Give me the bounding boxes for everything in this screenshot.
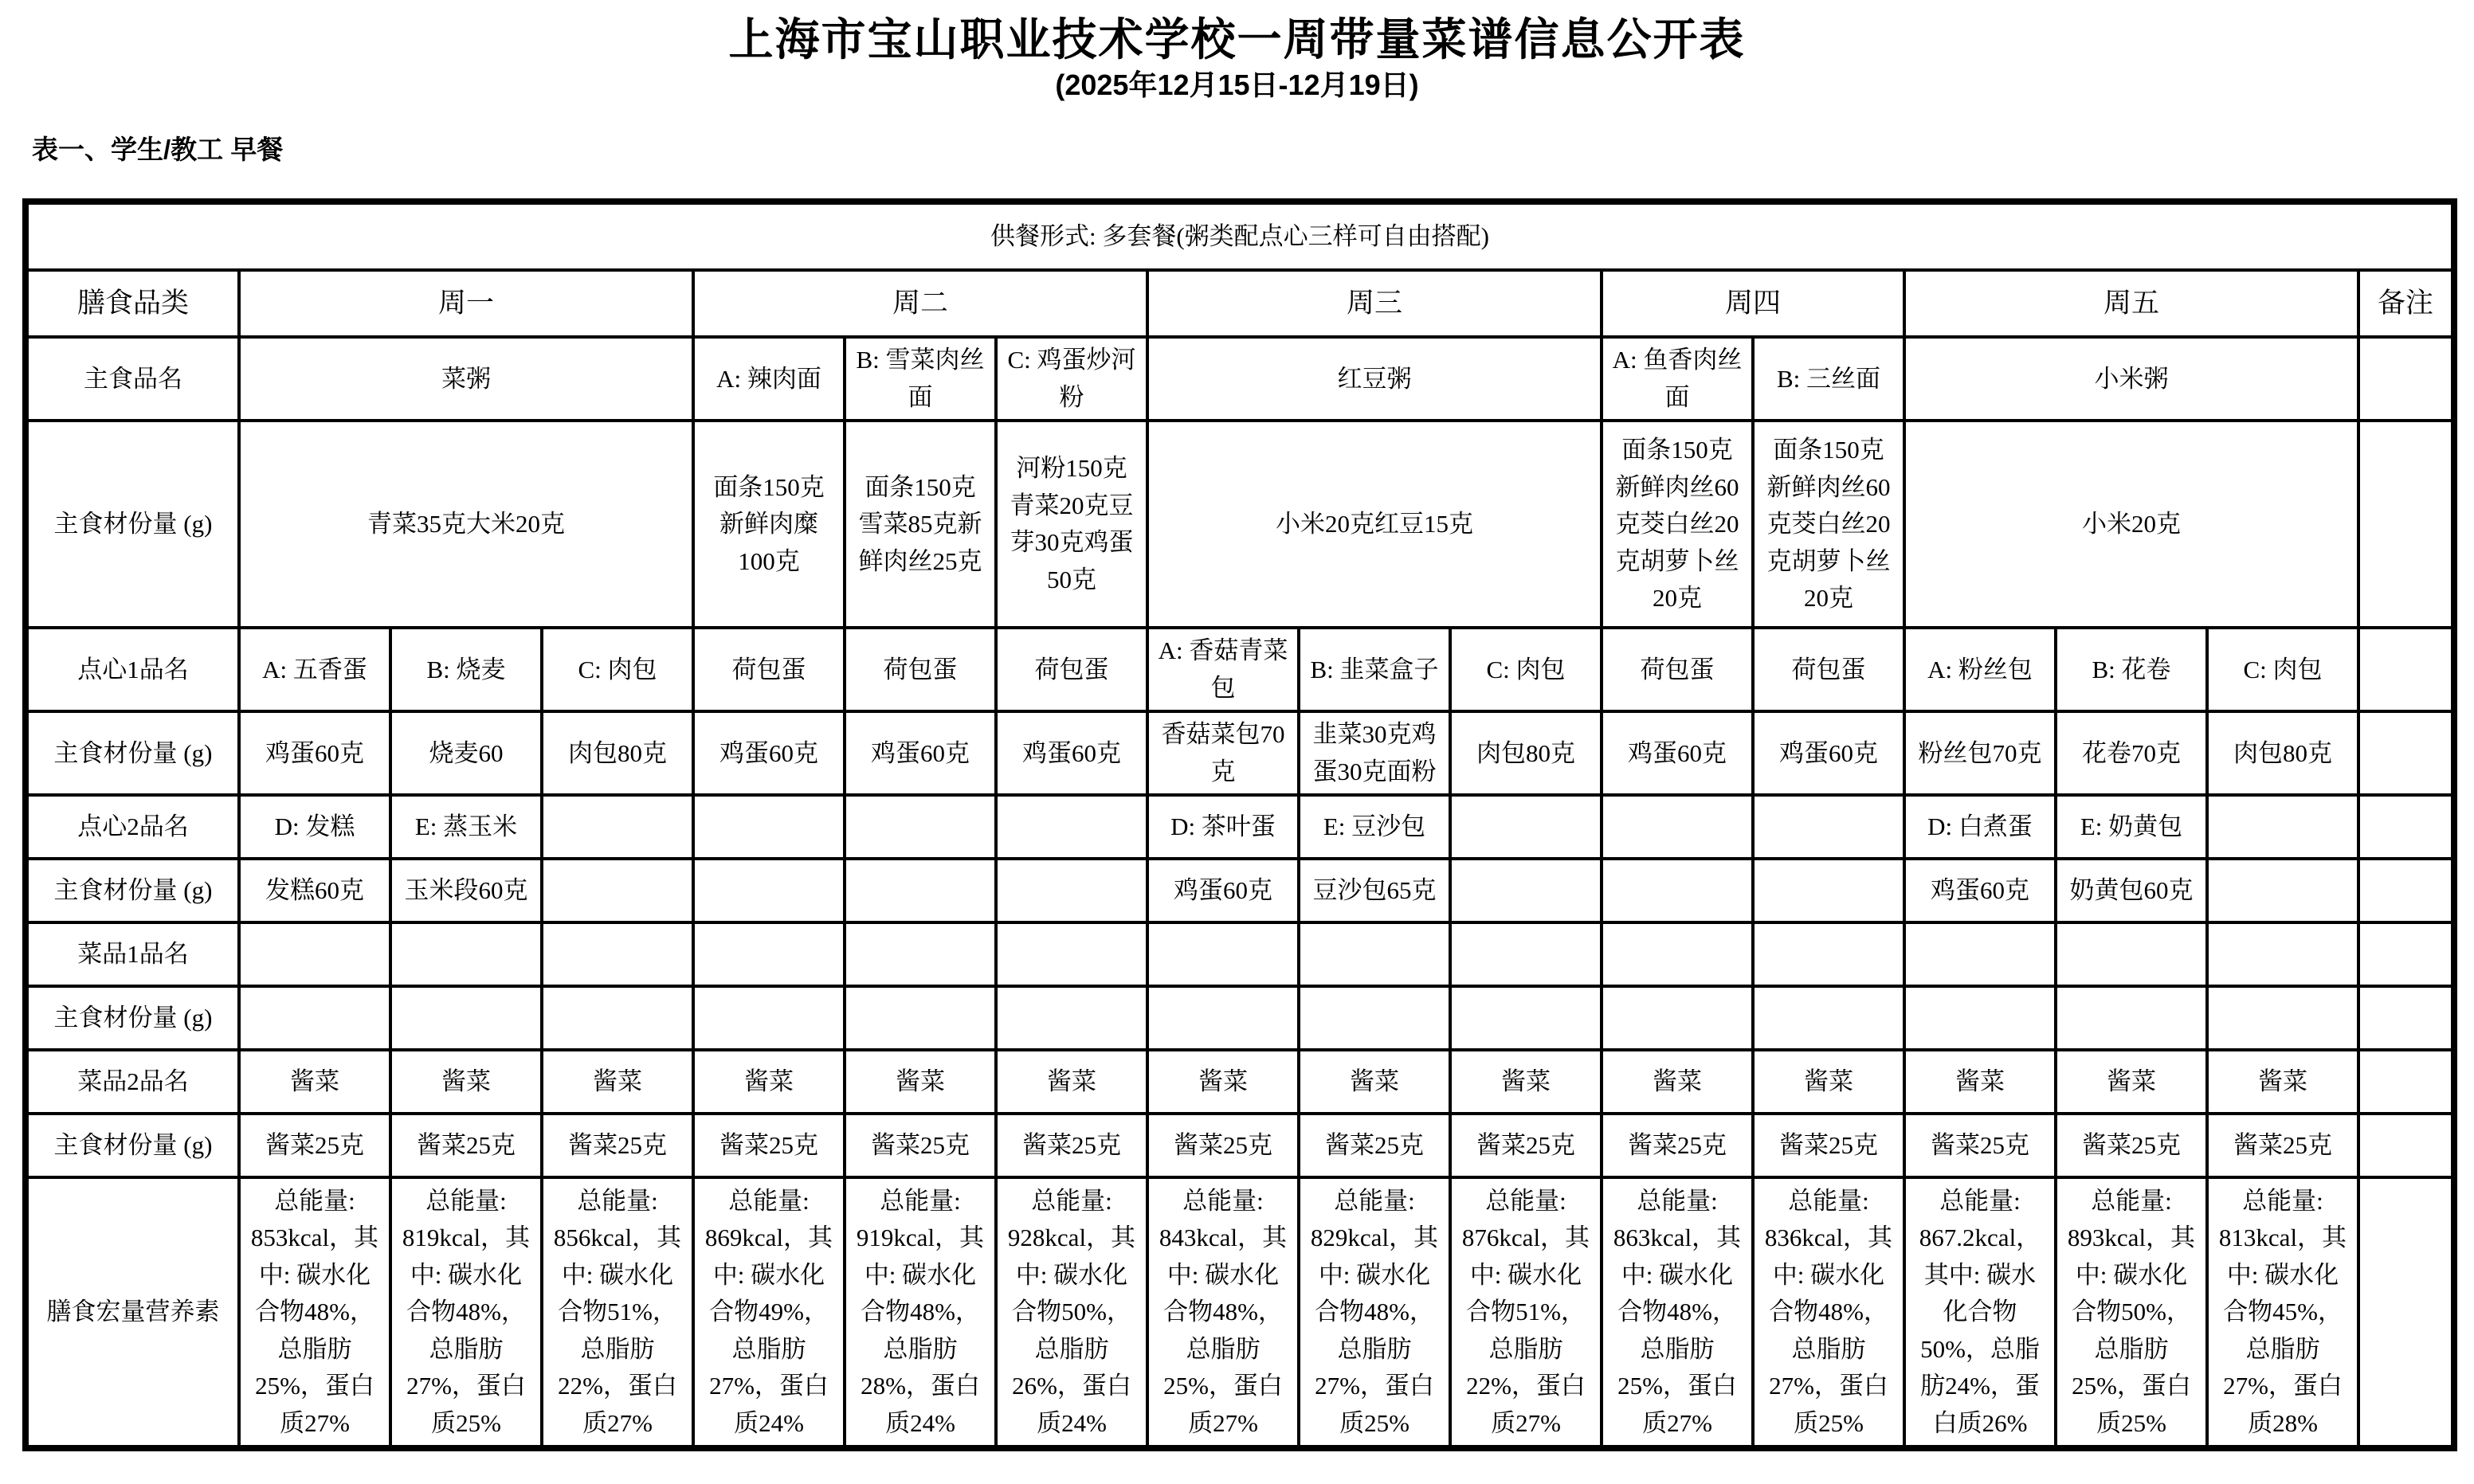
dish1-name-cell	[2207, 922, 2358, 986]
weekly-menu-table	[22, 198, 2457, 1451]
staple-amount-fri: 小米20克	[1904, 421, 2358, 628]
snack1-amount-cell: 肉包80克	[2207, 711, 2358, 795]
day-header-mon: 周一	[239, 270, 693, 337]
snack2-name-cell	[845, 795, 996, 859]
table-caption: 表一、学生/教工 早餐	[32, 135, 284, 165]
row-dish2-name	[25, 1050, 2454, 1114]
row-label-dish1-amount: 主食材份量 (g)	[25, 986, 239, 1050]
dish2-amount-cell: 酱菜25克	[239, 1114, 390, 1177]
staple-name-thu-a: A: 鱼香肉丝面	[1602, 337, 1753, 421]
nutrition-cell: 总能量: 819kcal，其中: 碳水化合物48%，总脂肪27%，蛋白质25%	[390, 1177, 542, 1448]
snack2-name-cell	[1753, 795, 1904, 859]
row-label-staple-name: 主食品名	[25, 337, 239, 421]
nutrition-cell: 总能量: 836kcal，其中: 碳水化合物48%，总脂肪27%，蛋白质25%	[1753, 1177, 1904, 1448]
day-header-thu: 周四	[1602, 270, 1904, 337]
row-label-snack1-amount: 主食材份量 (g)	[25, 711, 239, 795]
dish1-name-cell	[1602, 922, 1753, 986]
remark-empty-cell	[2358, 421, 2454, 628]
row-label-dish1: 菜品1品名	[25, 922, 239, 986]
snack1-amount-cell: 鸡蛋60克	[996, 711, 1147, 795]
staple-name-thu-b: B: 三丝面	[1753, 337, 1904, 421]
nutrition-cell: 总能量: 867.2kcal，其中: 碳水化合物50%，总脂肪24%，蛋白质26%	[1904, 1177, 2056, 1448]
snack2-name-cell: D: 茶叶蛋	[1147, 795, 1299, 859]
row-label-snack2: 点心2品名	[25, 795, 239, 859]
nutrition-cell: 总能量: 829kcal，其中: 碳水化合物48%，总脂肪27%，蛋白质25%	[1299, 1177, 1450, 1448]
dish1-name-cell	[1904, 922, 2056, 986]
row-dish1-amount	[25, 986, 2454, 1050]
page-subtitle: (2025年12月15日-12月19日)	[1055, 69, 1419, 102]
snack2-amount-cell: 发糕60克	[239, 859, 390, 922]
remark-empty-cell	[2358, 711, 2454, 795]
snack2-amount-cell: 玉米段60克	[390, 859, 542, 922]
dish2-amount-cell: 酱菜25克	[2207, 1114, 2358, 1177]
remark-empty-cell	[2358, 922, 2454, 986]
row-snack2-name	[25, 795, 2454, 859]
snack1-amount-cell: 肉包80克	[1450, 711, 1602, 795]
dish2-name-cell: 酱菜	[693, 1050, 845, 1114]
snack2-amount-cell: 鸡蛋60克	[1904, 859, 2056, 922]
snack2-name-cell: D: 白煮蛋	[1904, 795, 2056, 859]
snack1-name-cell: C: 肉包	[1450, 628, 1602, 711]
snack2-name-cell	[693, 795, 845, 859]
dish2-name-cell: 酱菜	[1450, 1050, 1602, 1114]
snack1-amount-cell: 鸡蛋60克	[845, 711, 996, 795]
snack1-name-cell: C: 肉包	[2207, 628, 2358, 711]
corner-header-cell: 膳食品类	[25, 270, 239, 337]
snack2-amount-cell	[1602, 859, 1753, 922]
snack1-name-cell: 荷包蛋	[693, 628, 845, 711]
dish2-name-cell: 酱菜	[996, 1050, 1147, 1114]
row-staple-amount	[25, 421, 2454, 628]
dish1-name-cell	[2056, 922, 2207, 986]
row-dish2-amount	[25, 1114, 2454, 1177]
snack1-name-cell: A: 粉丝包	[1904, 628, 2056, 711]
dish1-name-cell	[693, 922, 845, 986]
nutrition-cell: 总能量: 928kcal，其中: 碳水化合物50%，总脂肪26%，蛋白质24%	[996, 1177, 1147, 1448]
snack1-amount-cell: 香菇菜包70克	[1147, 711, 1299, 795]
snack1-name-cell: 荷包蛋	[1753, 628, 1904, 711]
dish2-amount-cell: 酱菜25克	[1753, 1114, 1904, 1177]
dish1-name-cell	[1450, 922, 1602, 986]
snack1-name-cell: 荷包蛋	[845, 628, 996, 711]
dish1-amount-cell	[1147, 986, 1299, 1050]
snack2-name-cell	[542, 795, 693, 859]
snack2-amount-cell: 鸡蛋60克	[1147, 859, 1299, 922]
staple-amount-tue-a: 面条150克新鲜肉糜100克	[693, 421, 845, 628]
remark-header-cell: 备注	[2358, 270, 2454, 337]
snack2-amount-cell	[996, 859, 1147, 922]
snack2-amount-cell	[2207, 859, 2358, 922]
nutrition-cell: 总能量: 863kcal，其中: 碳水化合物48%，总脂肪25%，蛋白质27%	[1602, 1177, 1753, 1448]
dish2-amount-cell: 酱菜25克	[1602, 1114, 1753, 1177]
snack2-amount-cell	[1450, 859, 1602, 922]
dish1-amount-cell	[2207, 986, 2358, 1050]
snack1-amount-cell: 鸡蛋60克	[239, 711, 390, 795]
snack1-amount-cell: 鸡蛋60克	[693, 711, 845, 795]
dish2-name-cell: 酱菜	[2207, 1050, 2358, 1114]
dish1-name-cell	[1299, 922, 1450, 986]
dish1-name-cell	[390, 922, 542, 986]
row-staple-name	[25, 337, 2454, 421]
row-label-snack2-amount: 主食材份量 (g)	[25, 859, 239, 922]
dish2-amount-cell: 酱菜25克	[1904, 1114, 2056, 1177]
remark-empty-cell	[2358, 1177, 2454, 1448]
snack2-amount-cell: 豆沙包65克	[1299, 859, 1450, 922]
dish2-amount-cell: 酱菜25克	[1147, 1114, 1299, 1177]
nutrition-cell: 总能量: 876kcal，其中: 碳水化合物51%，总脂肪22%，蛋白质27%	[1450, 1177, 1602, 1448]
snack1-amount-cell: 烧麦60	[390, 711, 542, 795]
nutrition-cell: 总能量: 893kcal，其中: 碳水化合物50%，总脂肪25%，蛋白质25%	[2056, 1177, 2207, 1448]
snack1-amount-cell: 粉丝包70克	[1904, 711, 2056, 795]
row-nutrition	[25, 1177, 2454, 1448]
snack2-amount-cell	[693, 859, 845, 922]
dish1-amount-cell	[542, 986, 693, 1050]
snack1-name-cell: C: 肉包	[542, 628, 693, 711]
row-dish1-name	[25, 922, 2454, 986]
dish1-amount-cell	[693, 986, 845, 1050]
snack2-name-cell: E: 奶黄包	[2056, 795, 2207, 859]
dish2-name-cell: 酱菜	[845, 1050, 996, 1114]
row-day-headers	[25, 270, 2454, 337]
remark-empty-cell	[2358, 795, 2454, 859]
remark-empty-cell	[2358, 1114, 2454, 1177]
nutrition-cell: 总能量: 919kcal，其中: 碳水化合物48%，总脂肪28%，蛋白质24%	[845, 1177, 996, 1448]
snack2-name-cell	[996, 795, 1147, 859]
day-header-tue: 周二	[693, 270, 1147, 337]
dish1-name-cell	[1753, 922, 1904, 986]
snack2-name-cell: D: 发糕	[239, 795, 390, 859]
dish1-name-cell	[1147, 922, 1299, 986]
snack1-name-cell: A: 五香蛋	[239, 628, 390, 711]
staple-amount-thu-b: 面条150克新鲜肉丝60克茭白丝20克胡萝卜丝20克	[1753, 421, 1904, 628]
snack1-name-cell: B: 烧麦	[390, 628, 542, 711]
dish1-name-cell	[845, 922, 996, 986]
snack1-amount-cell: 鸡蛋60克	[1753, 711, 1904, 795]
snack2-name-cell: E: 豆沙包	[1299, 795, 1450, 859]
dish1-amount-cell	[1602, 986, 1753, 1050]
day-header-wed: 周三	[1147, 270, 1602, 337]
dish1-amount-cell	[390, 986, 542, 1050]
row-label-dish2: 菜品2品名	[25, 1050, 239, 1114]
remark-empty-cell	[2358, 1050, 2454, 1114]
dish1-amount-cell	[239, 986, 390, 1050]
snack1-name-cell: 荷包蛋	[1602, 628, 1753, 711]
snack2-name-cell: E: 蒸玉米	[390, 795, 542, 859]
row-label-snack1: 点心1品名	[25, 628, 239, 711]
staple-name-fri: 小米粥	[1904, 337, 2358, 421]
staple-name-mon: 菜粥	[239, 337, 693, 421]
dish1-amount-cell	[1299, 986, 1450, 1050]
dish1-name-cell	[542, 922, 693, 986]
page-title: 上海市宝山职业技术学校一周带量菜谱信息公开表	[728, 14, 1746, 65]
dish2-name-cell: 酱菜	[390, 1050, 542, 1114]
dish2-amount-cell: 酱菜25克	[390, 1114, 542, 1177]
page	[0, 13, 2474, 1484]
snack1-amount-cell: 肉包80克	[542, 711, 693, 795]
snack2-amount-cell: 奶黄包60克	[2056, 859, 2207, 922]
dish2-amount-cell: 酱菜25克	[693, 1114, 845, 1177]
staple-amount-tue-b: 面条150克雪菜85克新鲜肉丝25克	[845, 421, 996, 628]
dish2-amount-cell: 酱菜25克	[996, 1114, 1147, 1177]
snack1-amount-cell: 韭菜30克鸡蛋30克面粉	[1299, 711, 1450, 795]
dish1-amount-cell	[845, 986, 996, 1050]
snack1-name-cell: B: 韭菜盒子	[1299, 628, 1450, 711]
serving-note-cell: 供餐形式: 多套餐(粥类配点心三样可自由搭配)	[25, 202, 2454, 270]
row-label-nutrition: 膳食宏量营养素	[25, 1177, 239, 1448]
row-label-staple-amount: 主食材份量 (g)	[25, 421, 239, 628]
dish1-amount-cell	[2056, 986, 2207, 1050]
staple-name-tue-c: C: 鸡蛋炒河粉	[996, 337, 1147, 421]
staple-amount-thu-a: 面条150克新鲜肉丝60克茭白丝20克胡萝卜丝20克	[1602, 421, 1753, 628]
dish1-amount-cell	[996, 986, 1147, 1050]
dish1-amount-cell	[1450, 986, 1602, 1050]
staple-name-tue-b: B: 雪菜肉丝面	[845, 337, 996, 421]
snack1-amount-cell: 花卷70克	[2056, 711, 2207, 795]
snack2-name-cell	[1602, 795, 1753, 859]
remark-empty-cell	[2358, 986, 2454, 1050]
snack2-amount-cell	[1753, 859, 1904, 922]
snack2-amount-cell	[542, 859, 693, 922]
snack1-name-cell: 荷包蛋	[996, 628, 1147, 711]
dish1-name-cell	[239, 922, 390, 986]
staple-amount-wed: 小米20克红豆15克	[1147, 421, 1602, 628]
dish1-name-cell	[996, 922, 1147, 986]
staple-name-wed: 红豆粥	[1147, 337, 1602, 421]
nutrition-cell: 总能量: 869kcal，其中: 碳水化合物49%，总脂肪27%，蛋白质24%	[693, 1177, 845, 1448]
dish2-amount-cell: 酱菜25克	[1450, 1114, 1602, 1177]
row-serving-note	[25, 202, 2454, 270]
snack2-name-cell	[2207, 795, 2358, 859]
snack2-name-cell	[1450, 795, 1602, 859]
staple-name-tue-a: A: 辣肉面	[693, 337, 845, 421]
row-snack1-name	[25, 628, 2454, 711]
dish2-amount-cell: 酱菜25克	[845, 1114, 996, 1177]
dish2-name-cell: 酱菜	[1602, 1050, 1753, 1114]
nutrition-cell: 总能量: 813kcal，其中: 碳水化合物45%，总脂肪27%，蛋白质28%	[2207, 1177, 2358, 1448]
dish2-name-cell: 酱菜	[542, 1050, 693, 1114]
staple-amount-tue-c: 河粉150克青菜20克豆芽30克鸡蛋50克	[996, 421, 1147, 628]
snack2-amount-cell	[845, 859, 996, 922]
snack1-name-cell: A: 香菇青菜包	[1147, 628, 1299, 711]
row-snack1-amount	[25, 711, 2454, 795]
staple-amount-mon: 青菜35克大米20克	[239, 421, 693, 628]
dish1-amount-cell	[1753, 986, 1904, 1050]
remark-empty-cell	[2358, 337, 2454, 421]
row-label-dish2-amount: 主食材份量 (g)	[25, 1114, 239, 1177]
dish2-amount-cell: 酱菜25克	[1299, 1114, 1450, 1177]
remark-empty-cell	[2358, 859, 2454, 922]
dish2-amount-cell: 酱菜25克	[542, 1114, 693, 1177]
nutrition-cell: 总能量: 853kcal，其中: 碳水化合物48%，总脂肪25%，蛋白质27%	[239, 1177, 390, 1448]
dish2-name-cell: 酱菜	[2056, 1050, 2207, 1114]
dish2-name-cell: 酱菜	[1147, 1050, 1299, 1114]
dish1-amount-cell	[1904, 986, 2056, 1050]
dish2-name-cell: 酱菜	[1753, 1050, 1904, 1114]
day-header-fri: 周五	[1904, 270, 2358, 337]
snack1-amount-cell: 鸡蛋60克	[1602, 711, 1753, 795]
nutrition-cell: 总能量: 856kcal，其中: 碳水化合物51%，总脂肪22%，蛋白质27%	[542, 1177, 693, 1448]
snack1-name-cell: B: 花卷	[2056, 628, 2207, 711]
dish2-name-cell: 酱菜	[1299, 1050, 1450, 1114]
nutrition-cell: 总能量: 843kcal，其中: 碳水化合物48%，总脂肪25%，蛋白质27%	[1147, 1177, 1299, 1448]
dish2-amount-cell: 酱菜25克	[2056, 1114, 2207, 1177]
dish2-name-cell: 酱菜	[1904, 1050, 2056, 1114]
dish2-name-cell: 酱菜	[239, 1050, 390, 1114]
remark-empty-cell	[2358, 628, 2454, 711]
row-snack2-amount	[25, 859, 2454, 922]
